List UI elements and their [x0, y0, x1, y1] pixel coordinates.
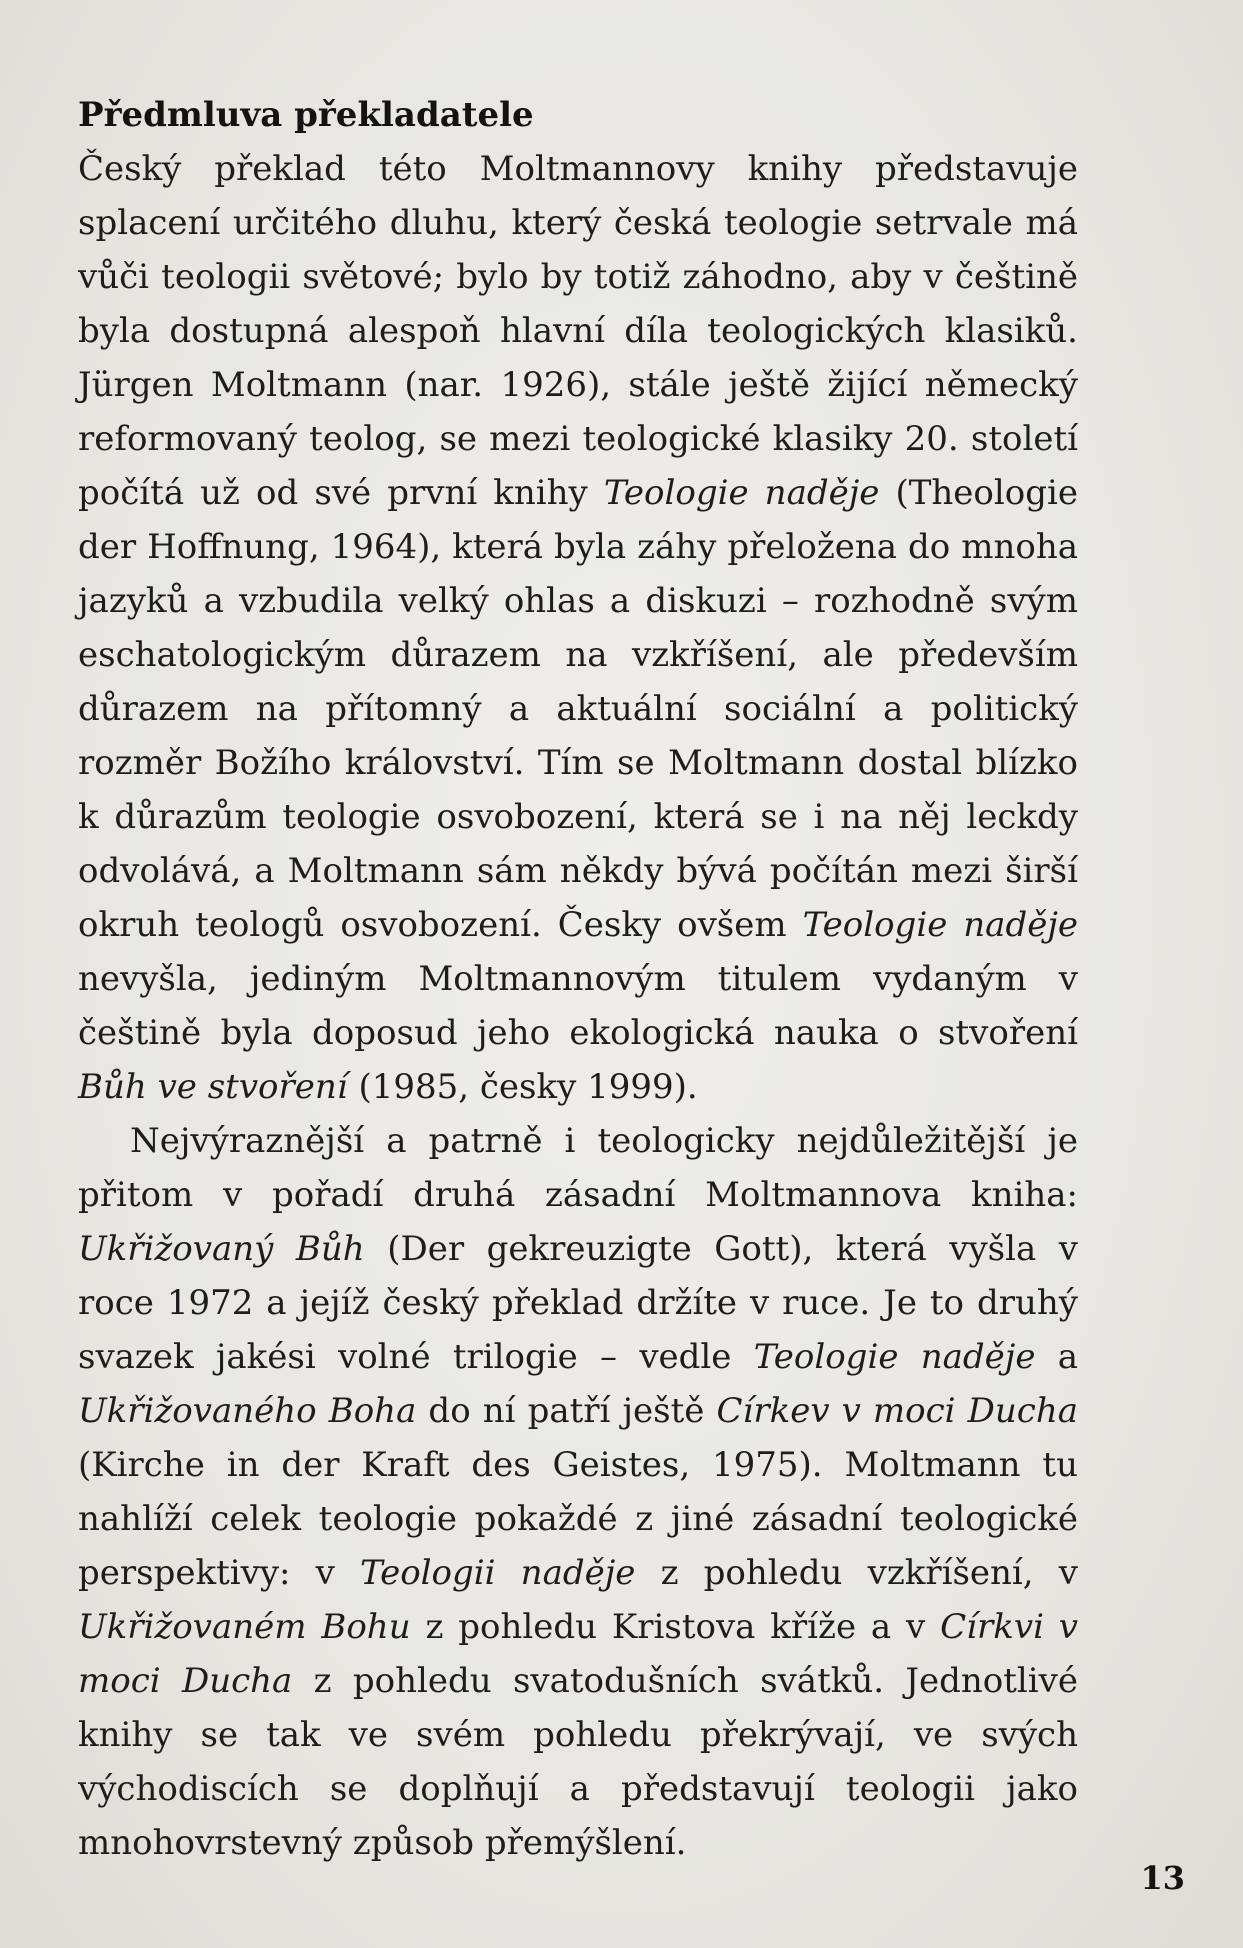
paragraph — [78, 142, 1078, 1114]
body-text: (Der gekreuzigte Gott), která vyšla v roce 1972 a jejíž český překlad držíte v ruce. Je to druhý svazek jakési volné trilogie – vedle — [78, 1229, 1078, 1377]
book-title-text: Církvi v moci Ducha — [78, 1607, 1079, 1701]
book-title-text: Teologie naděje — [603, 473, 880, 513]
body-text: a — [1035, 1337, 1079, 1377]
body-text: Nejvýraznější a patrně i teologicky nejdůležitější je přitom v pořadí druhá zásadní Moltmannova kniha: — [78, 1121, 1078, 1215]
section-heading: Předmluva překladatele — [78, 95, 534, 135]
book-title-text: Ukřižovaném Bohu — [78, 1607, 411, 1647]
body-text: z pohledu Kristova kříže a v — [410, 1607, 941, 1647]
body-text: Český překlad této Moltmannovy knihy představuje splacení určitého dluhu, který česká teologie setrvale má vůči teologii světové; bylo by totiž záhodno, aby v češtině byla dostupná alespoň hlavní díla teologických klasiků. Jürgen Moltmann (nar. 1926), stále ještě žijící německý reformovaný teolog, se mezi teologické klasiky 20. století počítá už od své první knihy — [78, 149, 1078, 513]
book-title-text: Ukřižovaný Bůh — [78, 1229, 365, 1269]
book-title-text: Ukřižovaného Boha — [78, 1391, 417, 1431]
body-text: do ní patří ještě — [416, 1391, 717, 1431]
paragraph — [78, 1114, 1078, 1870]
body-text: (Kirche in der Kraft des Geistes, 1975). Moltmann tu nahlíží celek teologie pokaždé z jiné zásadní teologické perspektivy: v — [78, 1445, 1078, 1593]
body-text: (Theologie der Hoffnung, 1964), která byla záhy přeložena do mnoha jazyků a vzbudila velký ohlas a diskuzi – rozhodně svým eschatologickým důrazem na vzkříšení, ale především důrazem na přítomný a aktuální sociální a politický rozměr Božího království. Tím se Moltmann dostal blízko k důrazům teologie osvobození, která se i na něj leckdy odvolává, a Moltmann sám někdy bývá počítán mezi širší okruh teologů osvobození. Česky ovšem — [78, 473, 1079, 945]
body-text: z pohledu svatodušních svátků. Jednotlivé knihy se tak ve svém pohledu překrývají, ve svých východiscích se doplňují a představují teologii jako mnohovrstevný způsob přemýšlení. — [78, 1661, 1078, 1863]
text-block — [78, 88, 1078, 1870]
book-title-text: Církev v moci Ducha — [716, 1391, 1079, 1431]
book-title-text: Bůh ve stvoření — [78, 1067, 348, 1107]
body-text: (1985, česky 1999). — [347, 1067, 698, 1107]
book-title-text: Teologii naděje — [360, 1553, 636, 1593]
body-text: z pohledu vzkříšení, v — [635, 1553, 1078, 1593]
body-text: nevyšla, jediným Moltmannovým titulem vydaným v češtině byla doposud jeho ekologická nauka o stvoření — [78, 959, 1078, 1053]
book-title-text: Teologie naděje — [753, 1337, 1036, 1377]
book-title-text: Teologie naděje — [802, 905, 1078, 945]
page-number: 13 — [1140, 1859, 1185, 1897]
